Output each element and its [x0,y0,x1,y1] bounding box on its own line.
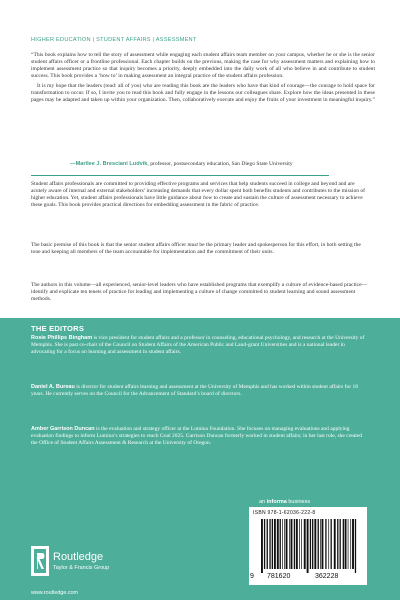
editor-bio [31,384,367,398]
barcode-bar [277,519,279,569]
barcode-bar [280,519,281,569]
description-paragraph: The authors in this volume—all experienced, senior-level leaders who have established programs that exemplify a culture of evidence-based practice—identify and explicate ten tenets of practice for leading and implementing a culture of change committed to student learning and sound assessment methods. [31,282,368,303]
barcode-bar [294,519,295,569]
quote-attribution [70,161,293,167]
isbn-label: ISBN 978-1-62036-222-8 [253,510,316,516]
barcode-bar [352,519,354,569]
publisher-name: Routledge [53,551,104,563]
barcode-bar [318,519,319,569]
barcode-bar [289,519,290,569]
publisher-group: Taylor & Francis Group [53,565,110,571]
editor-name: Rosie Phillips Bingham [31,335,93,341]
emphasis-text: must [187,242,198,248]
barcode-bar [350,519,351,569]
barcode-bar [264,519,265,569]
barcode-bar [269,519,270,569]
informa-suffix: business [286,499,311,505]
publisher-url[interactable]: www.routledge.com [31,590,79,596]
barcode-bar [307,519,309,573]
barcode-bar [328,519,329,569]
barcode-bar [355,519,356,573]
endorsement-quote [31,52,375,104]
barcode-bar [299,519,300,569]
barcode-bar [310,519,311,569]
barcode-digits-right: 362228 [315,573,339,580]
barcode-bar [296,519,298,569]
routledge-logo-icon [31,546,49,576]
informa-business-line [259,499,310,505]
divider [31,175,329,176]
barcode-bar [312,519,313,569]
editors-heading: THE EDITORS [31,324,85,333]
editor-bio [31,335,367,356]
barcode-bar [272,519,273,569]
quote-paragraph: It is my hope that the leaders (read: all of you) who are reading this book are the leaders who have that kind of courage—the courage to hold space for transformation to occur. If so, I invite you to read this book and fully engage in the lessons our colleagues share. Explore how the ideas presented in these pages may be adapted and taken up within your organization. Then, collaboratively execute and enjoy the fruits of your investment in meaningful inquiry.” [31,83,376,104]
description-paragraph [31,181,369,209]
informa-prefix: an [259,499,267,505]
barcode-bar [337,519,338,569]
editor-name: Daniel A. Bureau [31,384,75,390]
editors-panel [0,318,400,600]
barcode-bar [320,519,321,569]
quote-paragraph: “This book explains how to tell the story of assessment while engaging each student affairs team member on your campus, whether he or she is the senior student affairs officer or a frontline professional. Each chapter builds on the previous, making the case for why assessment matters and explaining how to implement assessment practice so that inquiry becomes a priority, deeply embedded into the daily work of all who believe in and contribute to student success. This book provides a ‘how to’ in making assessment an integral practice of the student affairs profession. [31,52,375,80]
editor-bio [31,426,367,447]
barcode-digit-first: 9 [250,573,254,580]
description-text: The basic premise of this book is that the senior student affairs officer [31,242,188,248]
barcode-bar [340,519,341,569]
barcode-bar [282,519,283,569]
editor-bio-text: is the evaluation and strategy officer at the Lumina Foundation. She focuses on managing evaluations and applying evaluation findings to inform Lumina’s strategies to reach Goal 2025. Garrison Duncan formerly worked in student affairs; in her last role, she created the Office of Student Affairs Assessment & Research at the University of Oregon. [31,426,363,447]
barcode-bar [304,519,306,569]
barcode-bar [331,519,332,569]
barcode-bar [334,519,336,569]
barcode-bar [291,519,293,569]
barcode-digits-left: 781620 [267,573,291,580]
barcode-bar [322,519,324,569]
editor-bio-text: is director for student affairs learning and assessment at the University of Memphis and has worked within student affairs for 18 years. He currently serves on the Council for the Advancement of Standard’s board of directors. [31,384,358,398]
barcode-bar [301,519,302,569]
barcode-bar [261,519,263,573]
description-text: Student affairs professionals are committed to providing effective programs and services that help students succeed in college and beyond and are acutely aware of internal and external stakeholders’ increasing demands that every dollar spent both benefits students and contributes to the mission of higher education. Yet, student affairs professionals have little guidance about [31,181,365,202]
emphasis-text: how [202,195,213,202]
subject-category: HIGHER EDUCATION | STUDENT AFFAIRS | ASSESSMENT [31,37,197,43]
barcode-image [253,519,363,573]
barcode-bar [345,519,347,569]
description-text: to create and sustain the culture of assessment necessary to achieve these goals. This book provides practical directions for embedding assessment in the fabric of practice. [31,195,363,209]
barcode-bar [314,519,316,569]
editor-name: Amber Garrison Duncan [31,426,95,432]
barcode-bar [267,519,268,569]
barcode-bar [286,519,288,569]
barcode-bar [348,519,349,569]
description-text: be the primary leader and spokesperson for this effort, in both setting the tone and keeping all members of the team accountable for implementation and the commitment of their units. [31,242,361,256]
barcode-bar [284,519,285,569]
attribution-title: , professor, postsecondary education, San Diego State University [147,161,293,167]
isbn-barcode-panel [249,507,367,585]
barcode-bar [325,519,326,569]
informa-wordmark: informa [266,499,287,505]
attribution-name: —Marilee J. Bresciani Ludvik [70,161,148,167]
barcode-bar [343,519,344,569]
description-paragraph [31,242,369,256]
editor-bio-text: is vice president for student affairs and a professor in counseling, educational psychology, and research at the University of Memphis. She is past co-chair of the Council on Student Affairs of the American Public and Land-grant Universities and is a national leader in advocating for a focus on learning and assessment in student affairs. [31,335,365,356]
barcode-bar [274,519,276,569]
